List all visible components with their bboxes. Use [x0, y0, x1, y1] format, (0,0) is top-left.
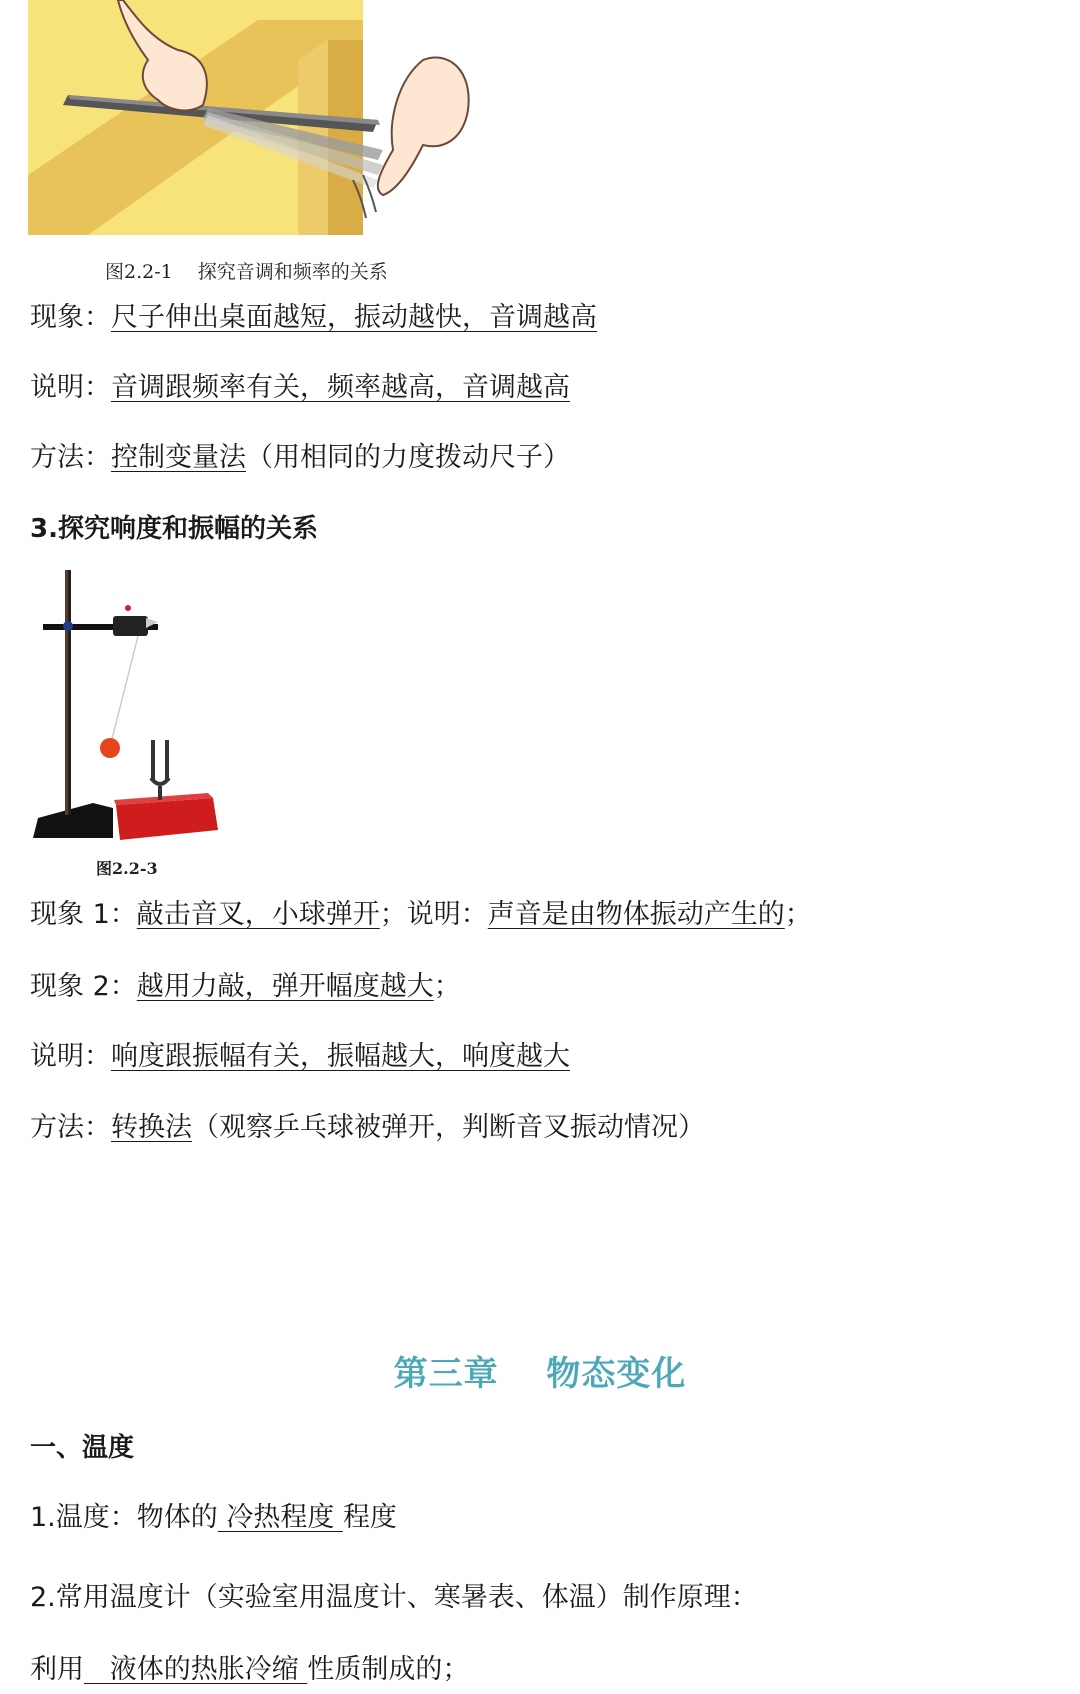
principle-suffix: 性质制成的；: [307, 1654, 470, 1685]
explanation2-line: [30, 1039, 570, 1075]
principle-prefix: 利用: [30, 1654, 84, 1685]
temperature-suffix: 程度: [342, 1502, 397, 1533]
phenomenon1-line: [30, 897, 812, 933]
method2-rest: （观察乒乓球被弹开，判断音叉振动情况）: [192, 1112, 705, 1143]
principle-answer-line: [30, 1652, 469, 1688]
phenomenon-label: 现象：: [30, 302, 111, 333]
explanation2-label: 说明：: [30, 1041, 111, 1072]
method-label: 方法：: [30, 442, 111, 473]
method-rest: （用相同的力度拨动尺子）: [246, 442, 570, 473]
explanation-answer: 音调跟频率有关，频率越高，音调越高: [111, 372, 570, 403]
chapter-subheading: 一、温度: [30, 1433, 135, 1463]
method-answer: 控制变量法: [111, 442, 246, 473]
thermometer-text: 2.常用温度计（实验室用温度计、寒暑表、体温）制作原理：: [30, 1582, 758, 1613]
principle-answer: 液体的热胀冷缩: [84, 1654, 308, 1685]
phenomenon2-end: ；: [433, 971, 461, 1002]
phenomenon1-end: ；: [784, 899, 812, 930]
temperature-definition-line: [30, 1500, 397, 1536]
temperature-answer: 冷热程度: [217, 1502, 343, 1533]
phenomenon1-label: 现象 1：: [30, 899, 137, 930]
temperature-prefix: 1.温度：物体的: [30, 1502, 218, 1533]
tuning-fork-illustration: [28, 568, 228, 843]
method-line: [30, 440, 570, 476]
method2-answer: 转换法: [111, 1112, 192, 1143]
phenomenon2-label: 现象 2：: [30, 971, 137, 1002]
phenomenon1-answer: 敲击音叉，小球弹开: [136, 899, 380, 930]
chapter-title: 第三章 物态变化: [393, 1354, 687, 1394]
figure-caption-2: 图2.2-3: [96, 859, 158, 878]
explanation2-answer: 响度跟振幅有关，振幅越大，响度越大: [111, 1041, 570, 1072]
phenomenon1-explanation: 声音是由物体振动产生的: [487, 899, 785, 930]
explanation-label: 说明：: [30, 372, 111, 403]
ruler-experiment-illustration: [28, 0, 498, 240]
phenomenon-answer: 尺子伸出桌面越短，振动越快，音调越高: [111, 302, 597, 333]
method2-line: [30, 1110, 705, 1146]
section-heading: 3.探究响度和振幅的关系: [30, 514, 318, 544]
phenomenon2-answer: 越用力敲，弹开幅度越大: [136, 971, 434, 1002]
thermometer-principle-line: [30, 1580, 758, 1616]
phenomenon-line: [30, 300, 597, 336]
phenomenon2-line: [30, 969, 461, 1005]
phenomenon1-mid: ；说明：: [379, 899, 488, 930]
method2-label: 方法：: [30, 1112, 111, 1143]
explanation-line: [30, 370, 570, 406]
figure-caption: 图2.2-1 探究音调和频率的关系: [105, 261, 388, 283]
